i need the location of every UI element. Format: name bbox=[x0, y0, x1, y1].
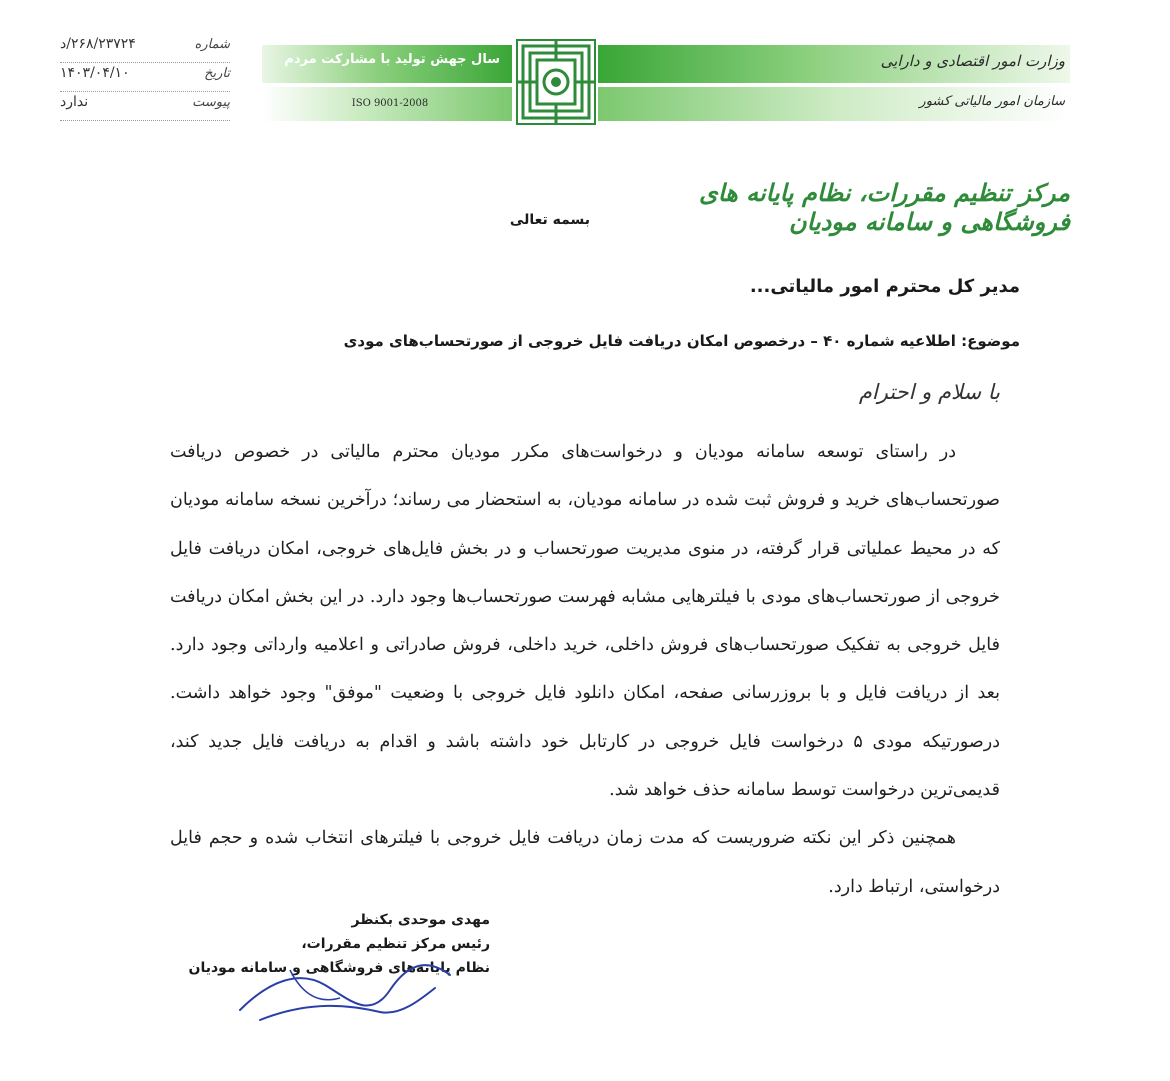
organization-name: سازمان امور مالیاتی کشور bbox=[919, 94, 1065, 109]
ministry-name: وزارت امور اقتصادی و دارایی bbox=[880, 52, 1065, 70]
tax-organization-emblem-icon bbox=[515, 38, 597, 126]
meta-number-row bbox=[60, 36, 230, 63]
letter-meta bbox=[60, 36, 230, 123]
iso-certification: ISO 9001-2008 bbox=[351, 98, 429, 109]
signatory-name: مهدی موحدی بکنظر bbox=[351, 912, 490, 928]
year-slogan: سال جهش تولید با مشارکت مردم bbox=[284, 52, 500, 67]
letter-body bbox=[170, 428, 1000, 911]
meta-date-value: ۱۴۰۳/۰۴/۱۰ bbox=[60, 65, 130, 81]
greeting: با سلام و احترام bbox=[858, 380, 1000, 404]
meta-date-label: تاریخ bbox=[204, 66, 230, 81]
meta-number-label: شماره bbox=[194, 37, 230, 52]
meta-attachment-label: پیوست bbox=[192, 95, 230, 110]
subject: موضوع: اطلاعیه شماره ۴۰ – درخصوص امکان دریافت فایل خروجی از صورتحساب‌های مودی bbox=[343, 332, 1020, 350]
invocation: بسمه تعالی bbox=[509, 212, 590, 228]
recipient: مدیر کل محترم امور مالیاتی... bbox=[749, 276, 1020, 297]
meta-date-row bbox=[60, 65, 230, 92]
center-title: مرکز تنظیم مقررات، نظام پایانه های فروشگاهی و سامانه مودیان bbox=[698, 178, 1070, 236]
body-paragraph-1: در راستای توسعه سامانه مودیان و درخواست‌های مکرر مودیان محترم مالیاتی در خصوص دریافت صورتحساب‌های خرید و فروش ثبت شده در سامانه مودیان، به استحضار می رساند؛ درآخرین نسخه سامانه مودیان که در محیط عملیاتی قرار گرفته، در منوی مدیریت صورتحساب و در بخش فایل‌های خروجی، امکان دریافت فایل خروجی از صورتحساب‌های مودی با فیلترهایی مشابه فهرست صورتحساب‌ها وجود دارد. در این بخش امکان دریافت فایل خروجی به تفکیک صورتحساب‌های فروش داخلی، خرید داخلی، فروش صادراتی و اعلامیه وارداتی وجود دارد. بعد از دریافت فایل و با بروزرسانی صفحه، امکان دانلود فایل خروجی با وضعیت "موفق" وجود خواهد داشت. درصورتیکه مودی ۵ درخواست فایل خروجی در کارتابل خود داشته باشد و اقدام به دریافت فایل جدید کند، قدیمی‌ترین درخواست توسط سامانه حذف خواهد شد. bbox=[170, 442, 1000, 801]
body-paragraph-2: همچنین ذکر این نکته ضروریست که مدت زمان دریافت فایل خروجی با فیلترهای انتخاب شده و حجم فایل درخواستی، ارتباط دارد. bbox=[170, 828, 1000, 897]
meta-number-value: ۲۶۸/۲۳۷۲۴/د bbox=[60, 36, 136, 52]
signatory-title-line-2: نظام پایانه‌های فروشگاهی و سامانه مودیان bbox=[188, 960, 490, 976]
meta-attachment-value: ندارد bbox=[60, 94, 89, 110]
handwritten-signature-icon bbox=[230, 950, 460, 1030]
meta-attachment-row bbox=[60, 94, 230, 121]
signatory-title-line-1: رئیس مرکز تنظیم مقررات، bbox=[301, 936, 490, 952]
